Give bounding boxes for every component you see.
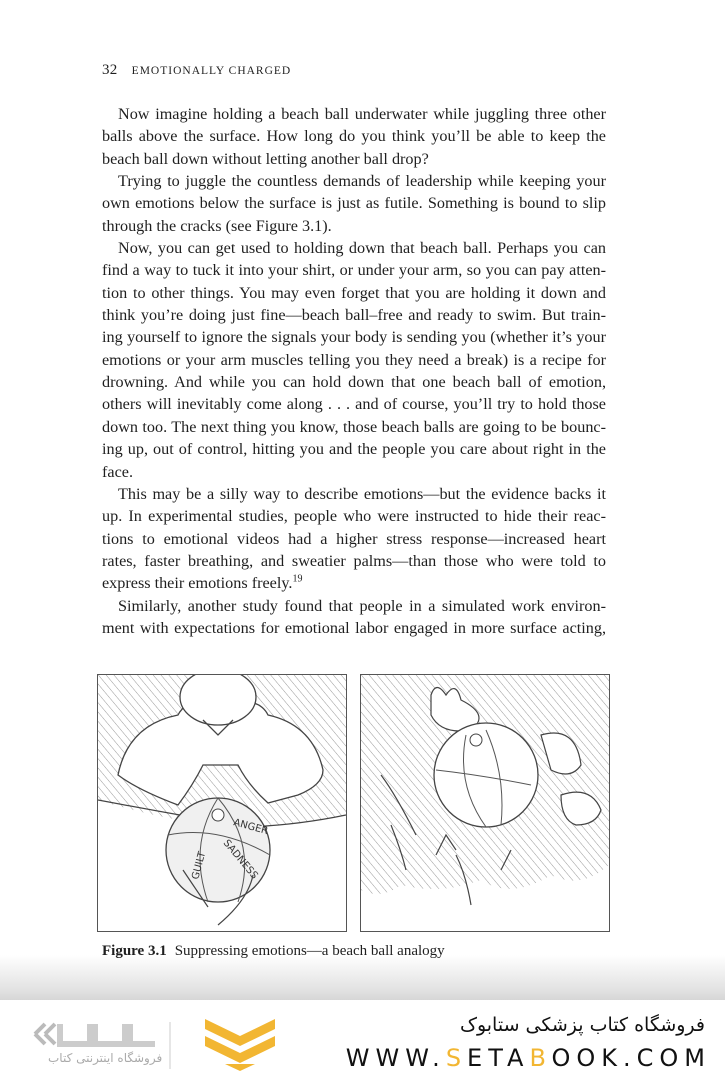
store-url[interactable]: [346, 1044, 711, 1072]
text-line: others will inevitably come along . . . and of course, you’ll try to hold those: [102, 395, 606, 414]
text-line: drowning. And while you can hold down that one beach ball of emotion,: [102, 373, 606, 392]
text-line: tion to other things. You may even forget that you are holding it down and: [102, 283, 606, 302]
text-line: tions to emotional videos had a higher stress response—increased heart: [102, 529, 606, 548]
footnote-marker[interactable]: 19: [292, 573, 303, 585]
text-line: Now, you can get used to holding down that beach ball. Perhaps you can: [118, 239, 606, 258]
text-line: ing yourself to ignore the signals your body is sending you (whether it’s your: [102, 328, 606, 347]
running-header: [102, 62, 291, 79]
ball-label-anger: ANGER: [232, 817, 270, 838]
text-line: beach ball down without letting another ball drop?: [102, 149, 429, 168]
ball-label-guilt: GUILT: [190, 850, 209, 881]
text-line: emotions or your arm muscles telling you they need a break) is a recipe for: [102, 350, 606, 369]
text-line: ment with expectations for emotional labor engaged in more surface acting,: [102, 618, 606, 637]
text-line: think you’re doing just fine—beach ball–free and ready to swim. But train-: [102, 306, 606, 325]
text-line: rates, faster breathing, and sweatier palms—than those who were told to: [102, 551, 606, 570]
text-line: express their emotions freely.$^{19}$: [102, 573, 303, 593]
figure-caption-text: Suppressing emotions—a beach ball analogy: [174, 943, 445, 959]
figure-panel-ball-bursting: [360, 674, 610, 932]
text-line: up. In experimental studies, people who were instructed to hide their reac-: [102, 507, 606, 526]
figure-label: Figure 3.1: [102, 943, 167, 959]
text-line: find a way to tuck it into your shirt, or under your arm, so you can pay atten-: [102, 261, 606, 280]
url-part: OOK.COM: [551, 1044, 711, 1072]
text-line: through the cracks (see Figure 3.1).: [102, 216, 332, 235]
text-line: Similarly, another study found that people in a simulated work environ-: [118, 596, 606, 615]
body-text: [102, 103, 606, 639]
watermark-footer: [0, 1000, 725, 1079]
running-title: EMOTIONALLY CHARGED: [131, 65, 292, 77]
text-line: Trying to juggle the countless demands of leadership while keeping your: [118, 172, 606, 191]
store-name: فروشگاه کتاب پزشکی ستابوک: [459, 1014, 705, 1036]
ball-label-sadness: SADNESS: [220, 837, 260, 882]
url-part: B: [529, 1044, 552, 1072]
url-part: WWW.: [345, 1044, 446, 1072]
logo-subtitle: فروشگاه اینترنتی کتاب: [48, 1051, 163, 1065]
text-line: own emotions below the surface is just as futile. Something is bound to slip: [102, 194, 606, 213]
text-line: balls above the surface. How long do you think you’ll be able to keep the: [102, 127, 606, 146]
text-line: Now imagine holding a beach ball underwater while juggling three other: [118, 105, 606, 123]
text-line: down too. The next thing you know, those beach balls are going to be bounc-: [102, 417, 606, 436]
figure-caption: [102, 943, 445, 960]
page-number: 32: [102, 62, 118, 78]
text-line: face.: [102, 462, 133, 481]
setabook-logo: [30, 1014, 280, 1074]
text-line: ing up, out of control, hitting you and the people you care about right in the: [102, 440, 606, 459]
illustration-person-holding-ball: [98, 675, 346, 931]
figure-panel-holding-ball: [97, 674, 347, 932]
text-line: This may be a silly way to describe emotions—but the evidence backs it: [118, 484, 606, 503]
url-part: S: [445, 1044, 468, 1072]
illustration-ball-popping-up: [361, 675, 609, 931]
url-part: ETA: [467, 1044, 530, 1072]
